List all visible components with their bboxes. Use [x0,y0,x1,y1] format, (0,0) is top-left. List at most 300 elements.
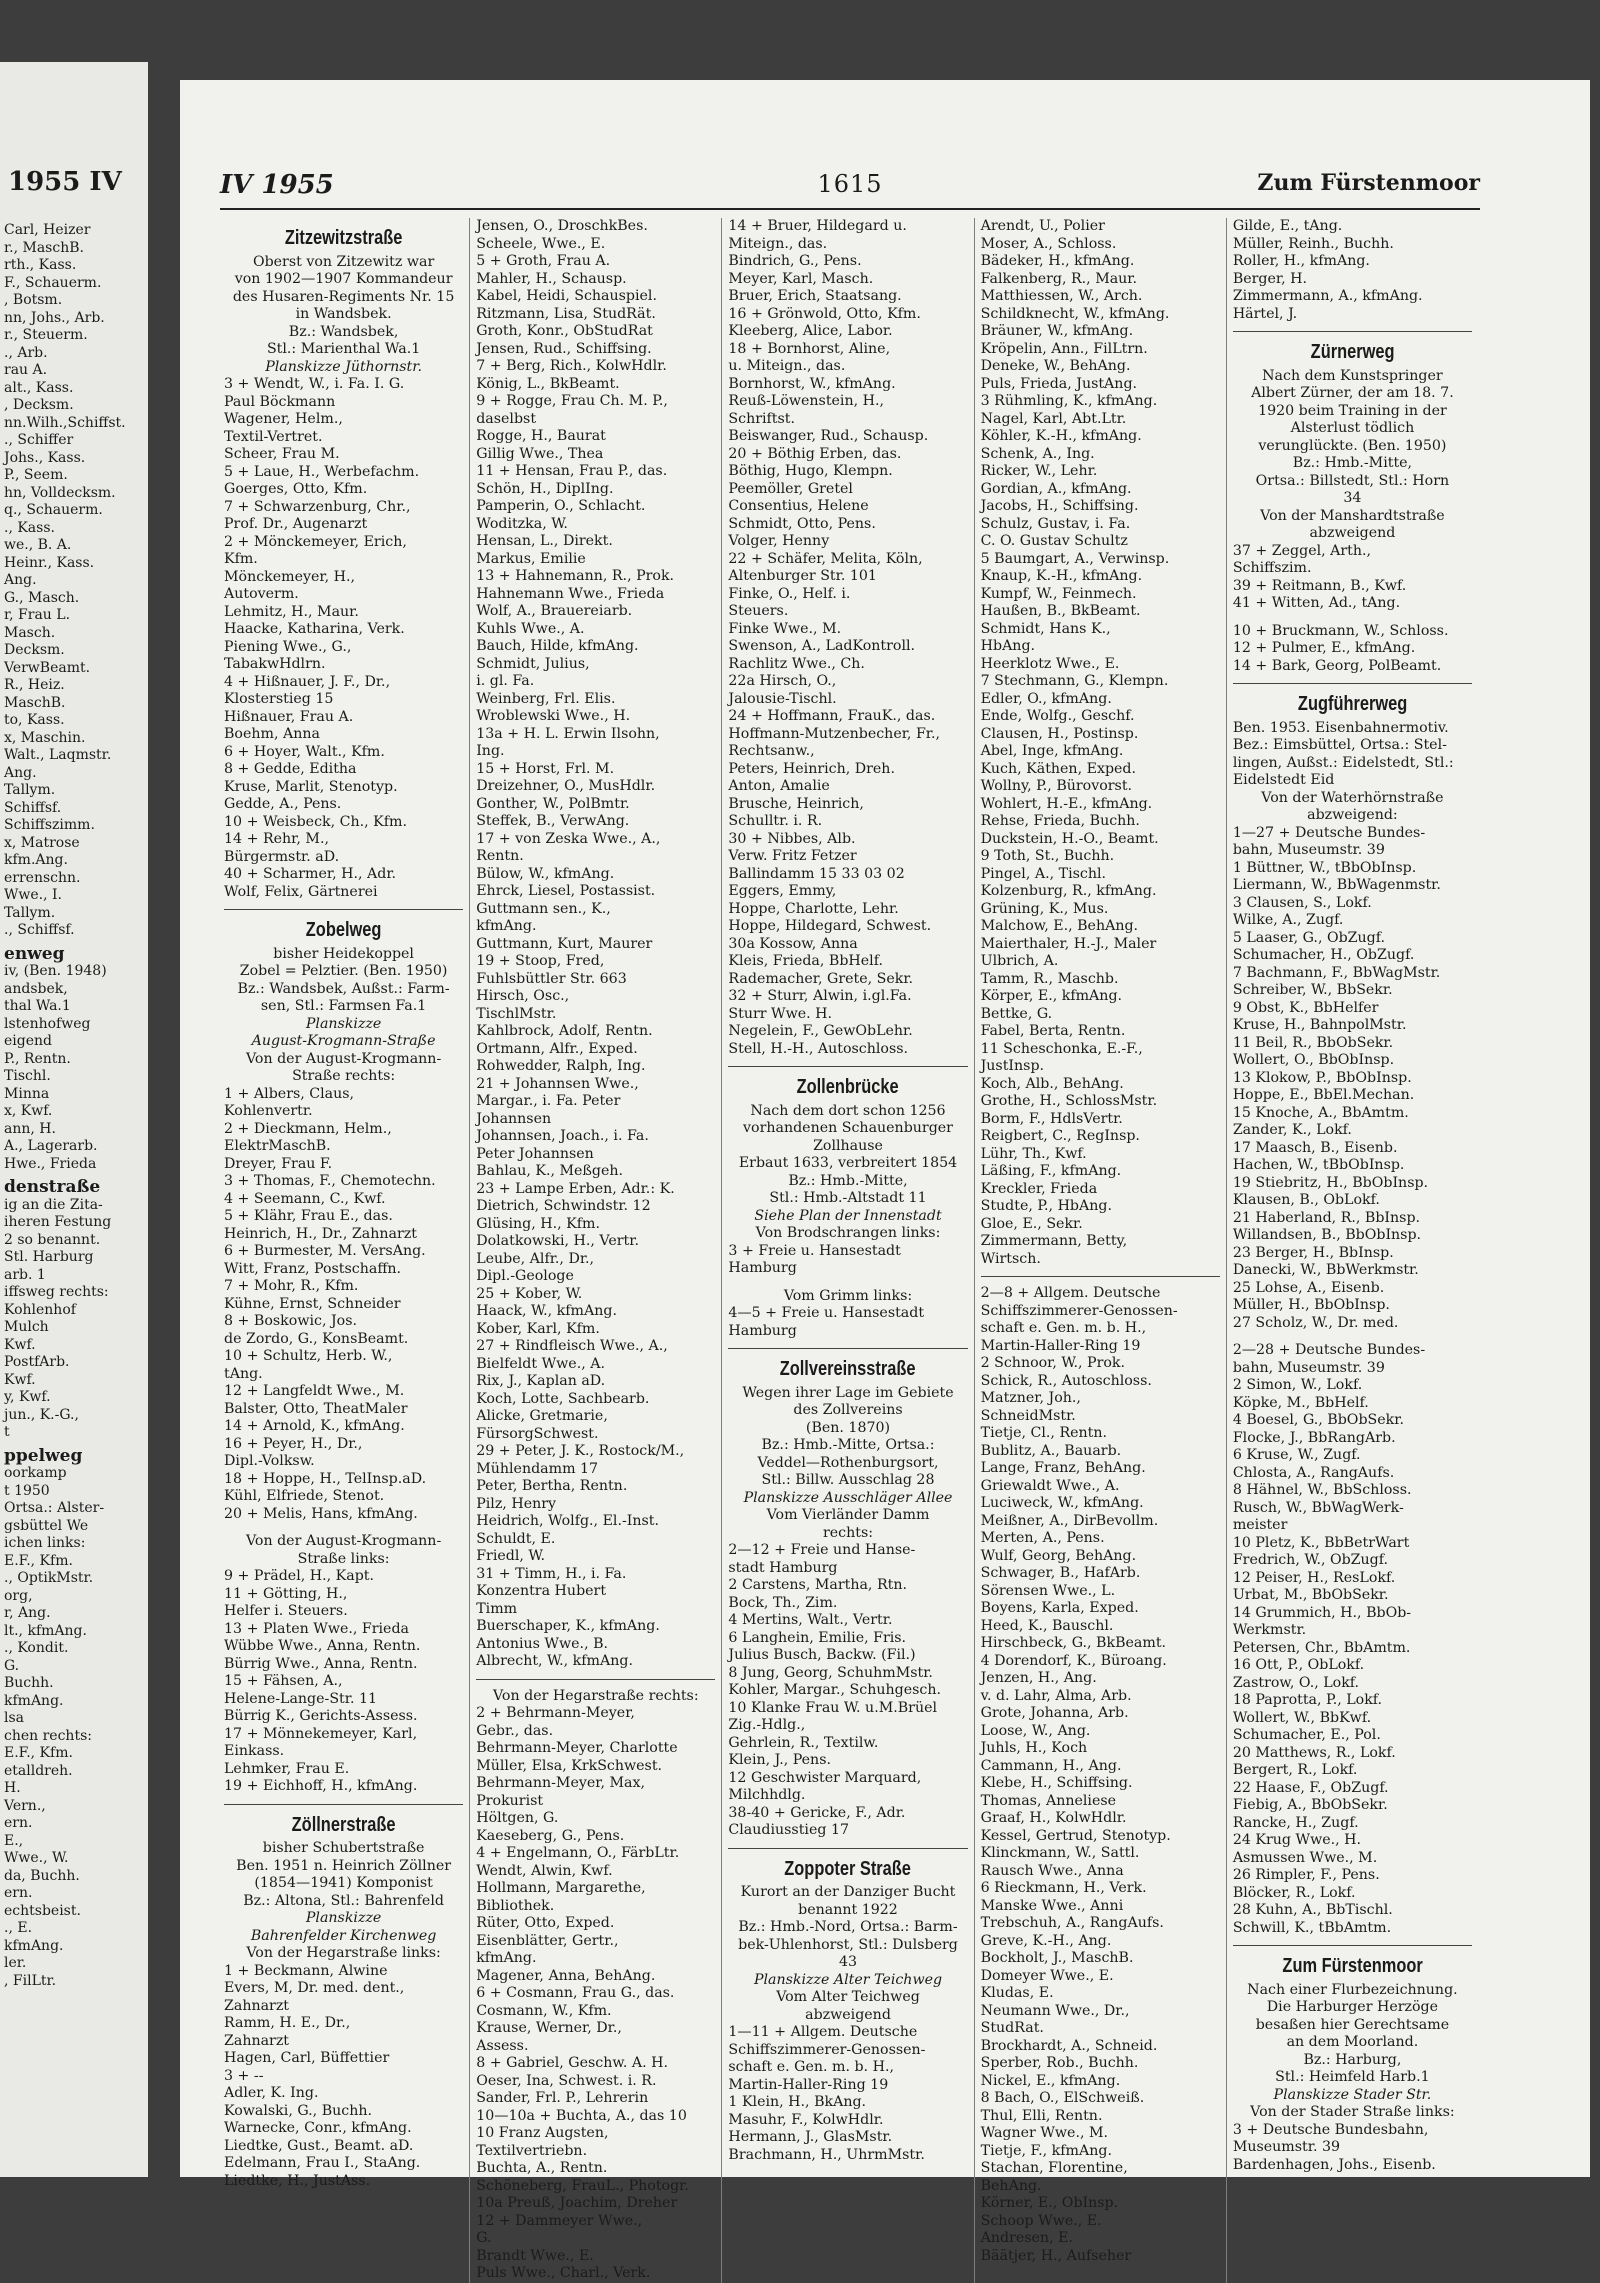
resident-entry: Duckstein, H.-O., Beamt. [980,830,1159,847]
street-note: Stl.: Hmb.-Altstadt 11 [769,1190,927,1206]
resident-entry: 13 + Platen Wwe., Frieda [224,1620,409,1637]
left-entry: ann, H. [4,1120,56,1137]
resident-entry: Klausen, B., ObLokf. [1232,1192,1380,1208]
resident-entry: 39 + Reitmann, B., Kwf. [1232,577,1407,594]
resident-entry: Bielfeldt Wwe., A. [476,1355,605,1372]
left-entry: echtsbeist. [4,1902,81,1919]
section-divider [728,1848,967,1849]
left-entry: gsbüttel We [4,1517,89,1534]
resident-entry: Luciweck, W., kfmAng. [980,1495,1144,1511]
resident-entry: G. [476,2230,492,2246]
resident-entry: i. gl. Fa. [476,673,535,689]
resident-entry: Dreizehner, O., MusHdlr. [476,778,656,794]
resident-entry: Brusche, Heinrich, [728,795,864,812]
left-entry: t 1950 [4,1482,50,1499]
resident-entry: Koch, Alb., BehAng. [980,1075,1124,1092]
left-entry: A., Lagerarb. [4,1138,98,1154]
resident-entry: Müller, Elsa, KrkSchwest. [476,1757,663,1774]
resident-entry: 1 Klein, H., BkAng. [728,2094,867,2110]
resident-entry: Kleis, Frieda, BbHelf. [728,953,883,969]
street-note: benannt 1922 [798,1901,898,1918]
resident-entry: 8 Bach, O., ElSchweiß. [980,2090,1145,2106]
resident-entry: meister [1232,1517,1288,1533]
resident-entry: Schuldt, E. [476,1530,556,1547]
left-entry: Kwf. [4,1336,36,1353]
resident-entry: Haack, W., kfmAng. [476,1303,617,1319]
resident-entry: Fuhlsbüttler Str. 663 [476,970,627,987]
plan-reference: Planskizze Ausschläger Allee [743,1489,953,1506]
resident-entry: Timm [476,1600,518,1617]
resident-entry: Groth, Konr., ObStudRat [476,323,653,339]
resident-entry: Dolatkowski, H., Vertr. [476,1233,639,1249]
resident-entry: 23 Berger, H., BbInsp. [1232,1244,1394,1261]
resident-entry: Werkmstr. [1232,1622,1307,1638]
resident-entry: 10 Klanke Frau W. u.M.Brüel [728,1699,938,1716]
resident-entry: Müller, H., BbObInsp. [1232,1297,1390,1313]
resident-entry: 23 + Lampe Erben, Adr.: K. [476,1180,675,1197]
resident-entry: Greve, K.-H., Ang. [980,1932,1112,1949]
street-note: bisher Schubertstraße [262,1840,425,1856]
resident-entry: Hoffmann-Mutzenbecher, Fr., [728,725,941,742]
resident-entry: 6 Kruse, W., Zugf. [1232,1447,1361,1463]
street-note: vorhandenen Schauenburger [743,1120,953,1136]
resident-entry: Kohlenvertr. [224,1103,313,1119]
street-note: an dem Moorland. [1286,2034,1419,2050]
resident-entry: Härtel, J. [1232,305,1298,322]
resident-entry: 30 + Nibbes, Alb. [728,830,856,847]
street-note: 43 [838,1954,858,1970]
resident-entry: 9 Obst, K., BbHelfer [1232,999,1379,1016]
resident-entry: 16 + Peyer, H., Dr., [224,1435,363,1452]
resident-entry: Lehmker, Frau E. [224,1760,350,1777]
resident-entry: 26 Rimpler, F., Pens. [1232,1867,1380,1883]
resident-entry: Peter, Bertha, Rentn. [476,1478,628,1494]
resident-entry: 27 Scholz, W., Dr. med. [1232,1314,1399,1331]
resident-entry: Kludas, E. [980,1985,1054,2001]
resident-entry: 10 Franz Augsten, [476,2125,609,2141]
resident-entry: Wolf, Felix, Gärtnerei [224,883,378,900]
street-note: sen, Stl.: Farmsen Fa.1 [260,998,427,1014]
resident-entry: 10 + Schultz, Herb. W., [224,1348,393,1364]
resident-entry: Jalousie-Tischl. [728,690,837,707]
resident-entry: Schumacher, E., Pol. [1232,1727,1381,1743]
resident-entry: Brachmann, H., UhrmMstr. [728,2146,925,2163]
resident-entry: Schöneberg, FrauL., Photogr. [476,2177,689,2194]
resident-entry: 3 + Deutsche Bundesbahn, [1232,2121,1429,2138]
left-entry: ern. [4,1815,33,1831]
resident-entry: Woditzka, W. [476,515,568,532]
resident-entry: Bockholt, J., MaschB. [980,1950,1134,1966]
resident-entry: Grothe, H., SchlossMstr. [980,1093,1158,1109]
left-entry: rau A. [4,362,48,378]
resident-entry: Rancke, H., Zugf. [1232,1814,1359,1831]
left-entry: lt., kfmAng. [4,1622,87,1639]
column-4 [974,218,1226,2283]
resident-entry: Wilke, A., Zugf. [1232,912,1344,928]
resident-entry: Graaf, H., KolwHdlr. [980,1810,1127,1826]
resident-entry: Buchta, A., Rentn. [476,2160,608,2176]
street-heading: Zollvereinsstraße [780,1358,916,1380]
resident-entry: 3 Clausen, S., Lokf. [1232,894,1372,911]
resident-entry: Helene-Lange-Str. 11 [224,1690,378,1707]
street-note: bek-Uhlenhorst, Stl.: Dulsberg [738,1936,958,1953]
resident-entry: Steffek, B., VerwAng. [476,813,630,829]
resident-entry: 6 + Burmester, M. VersAng. [224,1243,426,1259]
left-entry: ., Schiffsf. [4,922,75,938]
street-heading: Zöllnerstraße [291,1813,396,1836]
resident-entry: 5 + Klähr, Frau E., das. [224,1208,393,1224]
street-note: 34 [1343,490,1362,506]
resident-entry: Pamperin, O., Schlacht. [476,498,646,514]
resident-entry: BehAng. [980,2177,1042,2194]
section-divider [1233,331,1472,332]
resident-entry: Blöcker, R., Lokf. [1232,1884,1356,1901]
resident-entry: Hoppe, E., BbEl.Mechan. [1232,1087,1415,1103]
left-entry: Ang. [4,572,37,588]
resident-entry: Böthig, Hugo, Klempn. [728,463,893,479]
resident-entry: Bornhorst, W., kfmAng. [728,375,896,392]
resident-entry: Körner, E., ObInsp. [980,2195,1119,2211]
left-entry: lsa [4,1710,25,1726]
resident-entry: Tietje, F., kfmAng. [980,2142,1112,2159]
resident-entry: 8 Jung, Georg, SchuhmMstr. [728,1664,933,1681]
left-entry: ., Schiffer [4,432,74,448]
resident-entry: Martin-Haller-Ring 19 [980,1337,1141,1354]
left-entry: r, Ang. [4,1605,51,1621]
left-entry: r, Frau L. [4,607,71,623]
street-note: Von der Hegarstraße rechts: [492,1687,699,1704]
resident-entry: 22a Hirsch, O., [728,673,837,689]
resident-entry: 13 + Hahnemann, R., Prok. [476,568,675,584]
resident-entry: Zig.-Hdlg., [728,1717,806,1733]
resident-entry: Wendt, Alwin, Kwf. [476,1862,613,1879]
street-note: Von der Manshardtstraße [1260,507,1445,524]
resident-entry: 12 Geschwister Marquard, [728,1769,922,1786]
resident-entry: 5 + Laue, H., Werbefachm. [224,463,420,480]
resident-entry: Hirsch, Osc., [476,988,570,1004]
resident-entry: Peters, Heinrich, Dreh. [728,760,895,777]
resident-entry: Lühr, Th., Kwf. [980,1145,1087,1162]
street-note: Ben. 1951 n. Heinrich Zöllner [236,1857,452,1874]
left-entry: E.F., Kfm. [4,1745,73,1761]
resident-entry: 1 Büttner, W., tBbObInsp. [1232,859,1417,876]
resident-entry: Haacke, Katharina, Verk. [224,621,405,637]
left-entry: andsbek, [4,980,68,997]
column-2 [469,218,721,2283]
resident-entry: Edelmann, Frau I., StaAng. [224,2155,421,2171]
resident-entry: 17 Maasch, B., Eisenb. [1232,1139,1398,1156]
resident-entry: Zahnarzt [224,2032,290,2049]
resident-entry: lingen, Außst.: Eidelstedt, Stl.: [1232,754,1454,771]
resident-entry: 14 + Arnold, K., kfmAng. [224,1418,405,1434]
left-street-heading: ppelweg [4,1445,83,1466]
resident-entry: Magener, Anna, BehAng. [476,1967,656,1984]
resident-entry: Lange, Franz, BehAng. [980,1460,1146,1476]
section-divider [728,1348,967,1349]
resident-entry: Gehrlein, R., Textilw. [728,1734,879,1751]
resident-entry: Masuhr, F., KolwHdlr. [728,2111,884,2128]
resident-entry: Kowalski, G., Buchh. [224,2102,372,2119]
resident-entry: Adler, K. Ing. [224,2085,319,2101]
resident-entry: 1 + Beckmann, Alwine [224,1962,388,1979]
resident-entry: Alicke, Gretmarie, [476,1408,608,1424]
resident-entry: 8 + Gabriel, Geschw. A. H. [476,2055,669,2071]
resident-entry: Chlosta, A., RangAufs. [1232,1464,1395,1481]
left-entry: oorkamp [4,1465,67,1481]
resident-entry: Altenburger Str. 101 [728,568,877,584]
street-heading: Zugführerweg [1297,693,1408,715]
left-entry: Kwf. [4,1371,36,1388]
running-street-title: Zum Fürstenmoor [1257,170,1480,196]
resident-entry: 4 Mertins, Walt., Vertr. [728,1612,893,1628]
left-entry: Mulch [4,1319,49,1335]
resident-entry: Schumacher, H., ObZugf. [1232,947,1415,963]
left-entry: Hwe., Frieda [4,1155,97,1172]
resident-entry: 20 + Melis, Hans, kfmAng. [224,1505,418,1522]
resident-entry: Martin-Haller-Ring 19 [728,2076,889,2093]
resident-entry: Ramm, H. E., Dr., [224,2015,351,2031]
resident-entry: Hirschbeck, G., BkBeamt. [980,1635,1167,1651]
resident-entry: Beiswanger, Rud., Schausp. [728,428,929,444]
resident-entry: Steuers. [728,603,789,619]
resident-entry: 30a Kossow, Anna [728,935,858,952]
resident-entry: Stachan, Florentine, [980,2160,1128,2176]
resident-entry: Gloe, E., Sekr. [980,1215,1083,1232]
resident-entry: Hißnauer, Frau A. [224,708,354,725]
resident-entry: 10 + Bruckmann, W., Schloss. [1232,622,1449,639]
left-street-heading: enweg [4,943,65,964]
resident-entry: Heinrich, H., Dr., Zahnarzt [224,1225,417,1242]
resident-entry: 12 + Pulmer, E., kfmAng. [1232,640,1416,656]
resident-entry: Neumann Wwe., Dr., [980,2002,1130,2019]
resident-entry: bahn, Museumstr. 39 [1232,1359,1385,1376]
resident-entry: 17 + von Zeska Wwe., A., [476,830,661,847]
resident-entry: Wollert, W., BbKwf. [1232,1709,1372,1726]
resident-entry: Kleeberg, Alice, Labor. [728,323,893,339]
resident-entry: Willandsen, B., BbObInsp. [1232,1227,1422,1243]
resident-entry: Bergert, R., Lokf. [1232,1762,1358,1778]
resident-entry: 2 + Mönckemeyer, Erich, [224,533,407,550]
left-entry: ig an die Zita- [4,1196,103,1213]
resident-entry: Schmidt, Hans K., [980,620,1111,637]
resident-entry: Einkass. [224,1743,285,1759]
resident-entry: Johannsen [476,1110,552,1127]
resident-entry: Kober, Karl, Kfm. [476,1320,600,1337]
left-entry: errenschn. [4,869,81,886]
resident-entry: Antonius Wwe., B. [476,1635,609,1652]
street-note: in Wandsbek. [295,306,392,322]
resident-entry: 11 + Götting, H., [224,1585,348,1602]
left-entry: nn.Wilh.,Schiffst. [4,414,126,431]
left-entry: x, Matrose [4,834,80,851]
left-street-heading: denstraße [4,1177,101,1197]
resident-entry: daselbst [476,410,537,427]
resident-entry: Assess. [476,2037,529,2054]
resident-entry: 2 Schnoor, W., Prok. [980,1355,1126,1371]
resident-entry: Puls Wwe., Charl., Verk. [476,2265,651,2281]
resident-entry: 1—27 + Deutsche Bundes- [1232,824,1426,841]
resident-entry: Pingel, A., Tischl. [980,865,1107,882]
resident-entry: 16 Ott, P., ObLokf. [1232,1657,1365,1673]
left-entry: iffsweg rechts: [4,1284,109,1300]
resident-entry: Kfm. [224,551,258,567]
resident-entry: Clausen, H., Postinsp. [980,725,1139,742]
resident-entry: 14 Grummich, H., BbOb- [1232,1604,1412,1621]
section-divider [728,1066,967,1067]
plan-reference: Bahrenfelder Kirchenweg [250,1927,437,1944]
section-divider [224,1804,463,1805]
resident-entry: Kaeseberg, G., Pens. [476,1827,625,1844]
resident-entry: JustInsp. [980,1058,1045,1074]
resident-entry: Wollny, P., Bürovorst. [980,778,1133,794]
resident-entry: Maierthaler, H.-J., Maler [980,935,1157,952]
resident-entry: 27 + Rindfleisch Wwe., A., [476,1338,668,1354]
resident-entry: Rachlitz Wwe., Ch. [728,655,865,672]
resident-entry: Markus, Emilie [476,550,586,567]
resident-entry: Rentn. [476,848,524,864]
resident-entry: Ben. 1953. Eisenbahnermotiv. [1232,719,1449,736]
resident-entry: Rohwedder, Ralph, Ing. [476,1058,646,1074]
resident-entry: Thomas, Anneliese [980,1792,1117,1809]
resident-entry: v. d. Lahr, Alma, Arb. [980,1687,1132,1704]
resident-entry: u. Miteign., das. [728,358,846,374]
resident-entry: Liedtke, H., JustAss. [224,2172,371,2189]
section-divider [224,909,463,910]
resident-entry: 5 Baumgart, A., Verwinsp. [980,550,1170,567]
street-note: Von der Stader Straße links: [1250,2104,1455,2120]
resident-entry: bahn, Museumstr. 39 [1232,842,1385,858]
column-5 [1226,218,1478,2283]
street-note: (Ben. 1870) [805,1419,891,1436]
resident-entry: Reuß-Löwenstein, H., [728,393,884,409]
resident-entry: Zahnarzt [224,1997,290,2014]
left-page-header: 1955 IV [8,167,122,197]
resident-entry: Schiffszimmerer-Genossen- [728,2041,926,2058]
resident-entry: Kruse, H., BahnpolMstr. [1232,1017,1407,1033]
left-entry: Stl. Harburg [4,1249,94,1265]
left-entry: MaschB. [4,694,66,711]
resident-entry: tAng. [224,1365,263,1382]
resident-entry: 4 + Hißnauer, J. F., Dr., [224,673,391,690]
resident-entry: 8 + Boskowic, Jos. [224,1313,357,1329]
resident-entry: 7 Stechmann, G., Klempn. [980,673,1169,689]
resident-entry: 28 Kuhn, A., BbTischl. [1232,1902,1393,1918]
resident-entry: TischlMstr. [476,1005,557,1022]
street-note: Nach dem Kunstspringer [1262,367,1443,384]
resident-entry: 2—12 + Freie und Hanse- [728,1542,916,1558]
street-note: Kurort an der Danziger Bucht [740,1884,956,1900]
street-note: Von der August-Krogmann- [245,1533,442,1549]
resident-entry: Klein, J., Pens. [728,1752,831,1768]
resident-entry: Rademacher, Grete, Sekr. [728,970,914,987]
resident-entry: 5 + Groth, Frau A. [476,253,611,269]
left-entry: Schiffsf. [4,799,62,816]
resident-entry: Manske Wwe., Anni [980,1897,1124,1914]
column-3 [721,218,973,2283]
column-1 [218,218,469,2283]
resident-entry: Witt, Franz, Postschaffn. [224,1260,402,1277]
resident-entry: Kolzenburg, R., kfmAng. [980,883,1157,899]
section-divider [476,1679,715,1680]
resident-entry: Studte, P., HbAng. [980,1198,1112,1214]
resident-entry: Konzentra Hubert [476,1583,607,1599]
resident-entry: Zimmermann, A., kfmAng. [1232,288,1423,304]
resident-entry: 6 + Hoyer, Walt., Kfm. [224,743,385,760]
resident-entry: 38-40 + Gericke, F., Adr. [728,1804,906,1821]
street-note: Nach dem dort schon 1256 [750,1102,946,1119]
resident-entry: Behrmann-Meyer, Max, [476,1775,645,1791]
resident-entry: Asmussen Wwe., M. [1232,1849,1378,1866]
resident-entry: Guttmann sen., K., [476,900,611,917]
resident-entry: 40 + Scharmer, H., Adr. [224,866,397,882]
left-entry: eigend [4,1033,52,1049]
resident-entry: Edler, O., kfmAng. [980,690,1112,707]
resident-entry: 6 + Cosmann, Frau G., das. [476,1985,675,2001]
resident-entry: Kuhls Wwe., A. [476,620,585,637]
resident-entry: Wirtsch. [980,1250,1041,1267]
resident-entry: Kohler, Margar., Schuhgesch. [728,1682,941,1698]
resident-entry: Kumpf, W., Feinmech. [980,585,1137,602]
plan-reference: Planskizze Stader Str. [1273,2086,1432,2103]
resident-entry: Berger, H. [1232,270,1308,287]
left-entry: ., OptikMstr. [4,1570,94,1586]
resident-entry: Gedde, A., Pens. [224,796,342,812]
left-entry: hn, Volldecksm. [4,484,116,501]
left-entry: ern. [4,1885,33,1901]
street-heading: Zobelweg [305,919,382,941]
resident-entry: Dreyer, Frau F. [224,1155,333,1172]
resident-entry: Krause, Werner, Dr., [476,2020,622,2036]
resident-entry: 3 Rühmling, K., kfmAng. [980,393,1158,409]
street-note: Stl.: Heimfeld Harb.1 [1275,2069,1430,2085]
resident-entry: Sörensen Wwe., L. [980,1582,1116,1599]
resident-entry: Gebr., das. [476,1722,554,1739]
resident-entry: Schön, H., DiplIng. [476,480,614,497]
resident-entry: Behrmann-Meyer, Charlotte [476,1740,678,1756]
resident-entry: Friedl, W. [476,1548,546,1564]
resident-entry: Mahler, H., Schausp. [476,270,627,287]
resident-entry: Heed, K., Bauschl. [980,1617,1114,1634]
left-entry: PostfArb. [4,1354,70,1370]
left-entry: kfmAng. [4,1937,64,1954]
resident-entry: Balster, Otto, TheatMaler [224,1400,408,1417]
street-note: Ortsa.: Billstedt, Stl.: Horn [1255,472,1450,489]
resident-entry: Schmidt, Otto, Pens. [728,515,876,532]
left-entry: , FilLtr. [4,1972,57,1989]
resident-entry: 12 + Langfeldt Wwe., M. [224,1383,405,1399]
resident-entry: Zander, K., Lokf. [1232,1122,1352,1138]
resident-entry: 4—5 + Freie u. Hansestadt [728,1305,925,1321]
left-entry: thal Wa.1 [4,998,71,1014]
street-note: Von der Hegarstraße links: [246,1945,441,1961]
resident-entry: Nagel, Karl, Abt.Ltr. [980,410,1127,427]
left-entry: Tischl. [4,1068,51,1084]
resident-entry: Juhls, H., Koch [980,1740,1088,1756]
resident-entry: Loose, W., Ang. [980,1722,1091,1739]
resident-entry: Bettke, G. [980,1005,1053,1022]
resident-entry: Hoppe, Charlotte, Lehr. [728,900,899,917]
left-entry: chen rechts: [4,1727,92,1744]
resident-entry: StudRat. [980,2020,1044,2036]
resident-entry: Eidelstedt Eid [1232,772,1335,788]
resident-entry: 7 + Mohr, R., Kfm. [224,1278,359,1294]
street-note: Bz.: Harburg, [1303,2051,1402,2068]
left-entry: Masch. [4,624,56,641]
resident-entry: Hensan, L., Direkt. [476,533,613,549]
resident-entry: 18 + Bornhorst, Aline, [728,340,891,357]
street-note: verunglückte. (Ben. 1950) [1258,437,1447,454]
resident-entry: 25 Lohse, A., Eisenb. [1232,1279,1385,1296]
